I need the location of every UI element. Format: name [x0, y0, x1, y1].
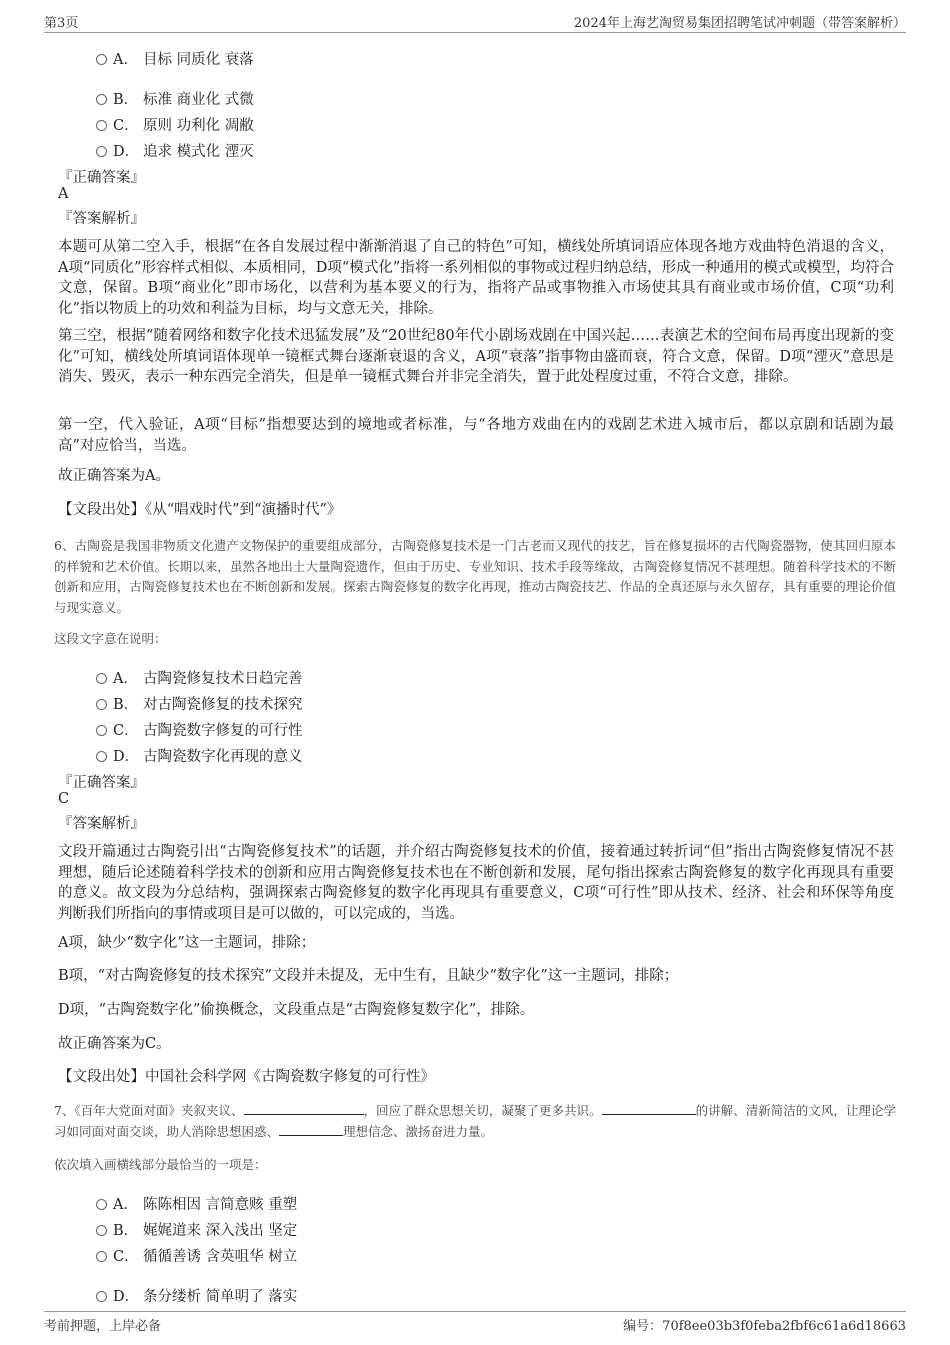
- radio-icon[interactable]: [96, 1225, 107, 1236]
- q5-option-c[interactable]: C． 原则 功利化 凋敝: [96, 114, 254, 135]
- q5-analysis-para-2: 第三空，根据“随着网络和数字化技术迅猛发展”及“20世纪80年代小剧场戏剧在中国兴起……表演艺术的空间布局再度出现新的变化”可知，横线处所填词语体现单一镜框式舞台逐渐衰退的含义，A项“衰落”指事物由盛而衰，符合文意，保留。D项“湮灭”意思是消失、毁灭，表示一种东西完全消失，但是单一镜框式舞台并非完全消失，置于此处程度过重，不符合文意，排除。: [58, 328, 894, 385]
- q6-answer-label: 『正确答案』: [58, 775, 145, 791]
- radio-icon[interactable]: [96, 120, 107, 131]
- radio-icon[interactable]: [96, 146, 107, 157]
- q7-option-d[interactable]: D． 条分缕析 简单明了 落实: [96, 1285, 297, 1306]
- q6-analysis-para-1: 文段开篇通过古陶瓷引出“古陶瓷修复技术”的话题，并介绍古陶瓷修复技术的价值，接着通过转折词“但”指出古陶瓷修复情况不甚理想，随后论述随着科学技术的创新和应用古陶瓷修复技术也在不断创新和发展，尾句指出探索古陶瓷修复的数字化再现具有重要的意义。故文段为分总结构，强调探索古陶瓷修复的数字化再现具有重要意义，C项“可行性”即从技术、经济、社会和环保等角度判断我们所指向的事情或项目是可以做的，可以完成的，当选。: [58, 844, 894, 922]
- q6-answer: C: [58, 791, 70, 807]
- q5-conclusion: 故正确答案为A。: [58, 468, 170, 484]
- q6-conclusion: 故正确答案为C。: [58, 1036, 171, 1052]
- q6-analysis-para-4: D项，“古陶瓷数字化”偷换概念，文段重点是“古陶瓷修复数字化”，排除。: [58, 1002, 535, 1018]
- q7-option-b[interactable]: B． 娓娓道来 深入浅出 坚定: [96, 1219, 297, 1240]
- q7-stem: 7、《百年大党面对面》夹叙夹议、 ，回应了群众思想关切，凝聚了更多共识。 的讲解、清新简洁的文风，让理论学习如同面对面交谈，助人消除思想困惑、 理想信念、激扬奋进力量。: [54, 1103, 896, 1139]
- radio-icon[interactable]: [96, 54, 107, 65]
- footer-divider: [44, 1311, 906, 1312]
- q6-option-c[interactable]: C． 古陶瓷数字修复的可行性: [96, 719, 303, 740]
- header-divider: [44, 32, 906, 33]
- radio-icon[interactable]: [96, 1251, 107, 1262]
- q6-prompt: 这段文字意在说明：: [54, 631, 167, 646]
- q5-analysis-para-3: 第一空，代入验证，A项“目标”指想要达到的境地或者标准，与“各地方戏曲在内的戏剧艺术进入城市后，都以京剧和话剧为最高”对应恰当，当选。: [58, 417, 894, 454]
- q6-analysis-para-2: A项，缺少“数字化”这一主题词，排除；: [58, 935, 316, 951]
- footer-slogan: 考前押题，上岸必备: [44, 1319, 162, 1334]
- radio-icon[interactable]: [96, 699, 107, 710]
- page-number: 第3页: [44, 16, 79, 31]
- q5-option-b[interactable]: B． 标准 商业化 式微: [96, 88, 254, 109]
- q6-stem: 6、古陶瓷是我国非物质文化遗产文物保护的重要组成部分，古陶瓷修复技术是一门古老而又现代的技艺，旨在修复损坏的古代陶瓷器物，使其回归原本的样貌和艺术价值。长期以来，虽然各地出土大量陶瓷遗作，但由于历史、专业知识、技术手段等缘故，古陶瓷修复情况不甚理想。随着科学技术的不断创新和应用，古陶瓷修复技术也在不断创新和发展。探索古陶瓷修复的数字化再现，推动古陶瓷技艺、作品的全真还原与永久留存，具有重要的理论价值与现实意义。: [54, 538, 896, 615]
- radio-icon[interactable]: [96, 673, 107, 684]
- radio-icon[interactable]: [96, 725, 107, 736]
- radio-icon[interactable]: [96, 1199, 107, 1210]
- q6-analysis-label: 『答案解析』: [58, 816, 145, 832]
- q7-option-c[interactable]: C． 循循善诱 含英咀华 树立: [96, 1245, 297, 1266]
- q5-analysis-para-1: 本题可从第二空入手，根据“在各自发展过程中渐渐消退了自己的特色”可知，横线处所填词语应体现各地方戏曲特色消退的含义，A项“同质化”形容样式相似、本质相同，D项“模式化”指将一系列相似的事物或过程归纳总结，形成一种通用的模式或模型，均符合文意，保留。B项“商业化”即市场化，以营利为基本要义的行为，指将产品或事物推入市场使其具有商业或市场价值，C项“功利化”指以物质上的功效和利益为目标，均与文意无关，排除。: [58, 239, 894, 317]
- blank-2[interactable]: [602, 1101, 696, 1115]
- q7-option-a[interactable]: A． 陈陈相因 言简意赅 重塑: [96, 1193, 297, 1214]
- q5-answer-label: 『正确答案』: [58, 170, 145, 186]
- q5-option-a[interactable]: A． 目标 同质化 衰落: [96, 48, 254, 69]
- blank-3[interactable]: [279, 1122, 343, 1136]
- q5-option-d[interactable]: D． 追求 模式化 湮灭: [96, 140, 254, 161]
- q6-option-a[interactable]: A． 古陶瓷修复技术日趋完善: [96, 667, 303, 688]
- q6-analysis-para-3: B项，“对古陶瓷修复的技术探究”文段并未提及，无中生有，且缺少“数字化”这一主题词，排除；: [58, 968, 679, 984]
- q7-prompt: 依次填入画横线部分最恰当的一项是：: [54, 1157, 267, 1172]
- radio-icon[interactable]: [96, 751, 107, 762]
- document-id: 编号：70f8ee03b3f0feba2fbf6c61a6d18663: [623, 1319, 906, 1334]
- radio-icon[interactable]: [96, 94, 107, 105]
- q5-answer: A: [58, 186, 69, 202]
- blank-1[interactable]: [244, 1101, 364, 1115]
- radio-icon[interactable]: [96, 1291, 107, 1302]
- q5-analysis-label: 『答案解析』: [58, 211, 145, 227]
- q6-source: 【文段出处】中国社会科学网《古陶瓷数字修复的可行性》: [58, 1069, 435, 1085]
- q6-option-d[interactable]: D． 古陶瓷数字化再现的意义: [96, 745, 303, 766]
- q6-option-b[interactable]: B． 对古陶瓷修复的技术探究: [96, 693, 303, 714]
- q5-source: 【文段出处】《从“唱戏时代”到“演播时代”》: [58, 502, 342, 518]
- document-title: 2024年上海艺淘贸易集团招聘笔试冲刺题（带答案解析）: [573, 16, 906, 31]
